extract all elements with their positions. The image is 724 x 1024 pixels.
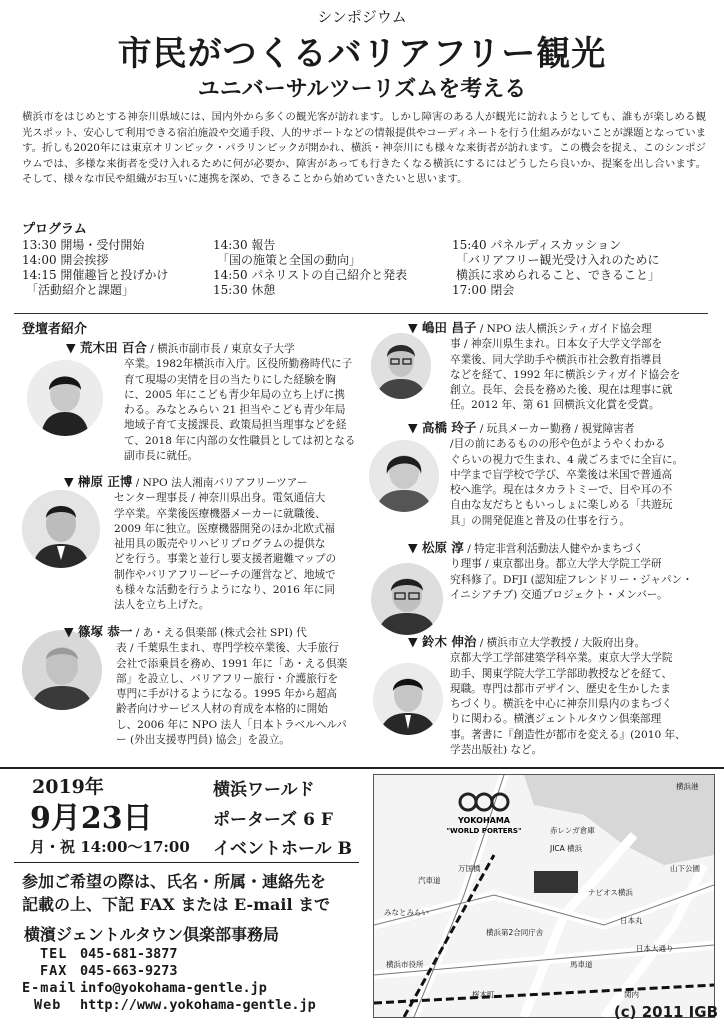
logo-line-1: YOKOHAMA: [458, 816, 510, 825]
program-item: 横浜に求められること、できること」: [456, 268, 661, 282]
contact-email: E-mail info@yokohama-gentle.jp: [22, 980, 267, 996]
map-label: 横浜市役所: [386, 960, 424, 969]
map-label: ナビオス横浜: [588, 888, 633, 897]
event-title: 市民がつくるバリアフリー観光: [117, 34, 607, 74]
program-item: 15:40 パネルディスカッション: [452, 238, 622, 252]
speaker-name: ▼ 松原 淳: [408, 540, 464, 555]
speaker-sakakibara: ▼ 榊原 正博 / NPO 法人湘南バリアフリーツアー センター理事長 / 神奈川県出身。電気通信大 学卒業。卒業後医療機器メーカーに就職後、 2009 年に独立。医療機器開発のほか北欧式福 祉用具の販売やリハビリプログラムの提供な どを行う。事業と並行し要支援者避難マップの 制作やバリアフリービーチの運営など、地域で も様々な活動を行うようになり、2016 年に同 法人を立ち上げた。: [64, 474, 337, 612]
divider: [14, 313, 708, 314]
map-label: 赤レンガ倉庫: [550, 826, 595, 835]
program-column-3: [452, 238, 660, 298]
event-date: 9月23日: [30, 801, 153, 836]
event-year: 2019年: [32, 776, 104, 798]
email-link[interactable]: info@yokohama-gentle.jp: [80, 980, 267, 996]
venue-map: [373, 774, 715, 1018]
speaker-araki: ▼ 荒木田 百合 / 横浜市副市長 / 東京女子大学 卒業。1982年横浜市入庁。区役所勤務時代に子 育て現場の実情を目の当たりにした経験を胸 に、2005 年にこども青少年局の立ち上げに携 わる。みなとみらい 21 担当やこども青少年局 地域子育て支援課長、政策局担当理事などを経 て、2018 年に内部の女性職員としては初となる 副市長に就任。: [66, 340, 356, 463]
logo-line-2: "WORLD PORTERS": [446, 827, 522, 835]
program-heading: プログラム: [22, 222, 87, 237]
speaker-name: ▼ 鈴木 伸治: [408, 634, 477, 649]
venue-marker: [534, 871, 578, 893]
event-subtitle: ユニバーサルツーリズムを考える: [197, 76, 527, 102]
speaker-takahashi: ▼ 高橋 玲子 / 玩具メーカー勤務 / 視覚障害者 /目の前にあるものの形や色がようやくわかる ぐらいの視力で生まれ、4 歳ごろまでに全盲に。 中学まで盲学校で学び、卒業後は米国で普通高 校へ進学。現在はタカラトミーで、目や耳の不 自由な友だちともいっしょに楽しめる「共遊玩 具」の開発促進と普及の仕事を行う。: [408, 420, 684, 527]
contact-fax: FAX 045-663-9273: [40, 963, 178, 979]
program-item: 「国の施策と全国の動向」: [217, 253, 362, 267]
map-label: 関内: [624, 990, 639, 999]
copyright-notice: (c) 2011 IGB: [613, 1003, 718, 1021]
map-label: JICA 横浜: [550, 844, 583, 853]
map-label: 万国橋: [458, 864, 481, 873]
speaker-name: ▼ 荒木田 百合: [66, 340, 147, 355]
web-link[interactable]: http://www.yokohama-gentle.jp: [80, 997, 316, 1013]
map-label: みなとみらい: [384, 908, 429, 917]
speaker-name: ▼ 嶋田 昌子: [408, 320, 477, 335]
speaker-shinozuka: ▼ 篠塚 恭一 / あ・える倶楽部 (株式会社 SPI) 代 表 / 千葉県生まれ、専門学校卒業後、大手旅行 会社で添乗員を務め、1991 年に「あ・える倶楽 部」を設立し、バリアフリー旅行・介護旅行を 専門に手がけるようになる。1995 年から超高 齢者向けサービス人材の育成を本格的に開始 し、2006 年に NPO 法人「日本トラベルヘルパ ー (外出支援専門員) 協会」を設立。: [64, 624, 348, 747]
intro-paragraph: 横浜市をはじめとする神奈川県域には、国内外から多くの観光客が訪れます。しかし障害のある人が観光に訪れようとしても、誰もが楽しめる観光スポット、安心して利用できる宿泊施設や交通手段、人的サポートなどの情報提供やコーディネートを行う仕組みがないことが課題となっています。折しも2020年には東京オリンピック・パラリンピックが開かれ、横浜・神奈川にも様々な来街者が訪れます。この機会を捉え、このシンポジウムでは、多様な来街者を受け入れるために何が必要か、障害があっても行きたくなる横浜にするにはどうしたら良いか、提案を出し合います。そして、様々な市民や組織がお互いに連携を深め、できることから始めていきたいと思います。: [22, 111, 707, 186]
program-item: 「活動紹介と課題」: [26, 283, 135, 297]
speakers-heading: 登壇者紹介: [22, 322, 88, 337]
program-item: 15:30 休憩: [213, 283, 276, 297]
program-item: 14:50 パネリストの自己紹介と発表: [213, 268, 408, 282]
map-label: 馬車道: [570, 960, 593, 969]
application-instructions: 参加ご希望の際は、氏名・所属・連絡先を 記載の上、下記 FAX または E-mail まで: [22, 872, 331, 914]
map-label: 山下公園: [670, 864, 700, 873]
map-label: 日本丸: [620, 916, 643, 925]
venue-line-2: ポーターズ 6 F: [213, 810, 333, 830]
event-time: 月・祝 14:00〜17:00: [30, 838, 190, 856]
speaker-shimada: ▼ 嶋田 昌子 / NPO 法人横浜シティガイド協会理 事 / 神奈川県生まれ。日本女子大学文学部を 卒業後、同大学助手や横浜市社会教育指導員 などを経て、1992 年に横浜シティガイド協会を 創立。長年、会長を務めた後、現在は理事に就 任。2012 年、第 61 回横浜文化賞を受賞。: [408, 320, 681, 412]
map-label: 汽車道: [418, 876, 441, 885]
map-label: 横浜港: [676, 782, 699, 791]
program-item: 14:30 報告: [213, 238, 276, 252]
speaker-matsubara: ▼ 松原 淳 / 特定非営利活動法人健やかまちづく り理事 / 東京都出身。都立大学大学院工学研 究科修了。DFJI (認知症フレンドリー・ジャパン・ イニシアチブ) 交通プロジェクト・メンバー。: [408, 540, 693, 601]
venue-line-1: 横浜ワールド: [213, 780, 315, 800]
program-item: 13:30 開場・受付開始: [22, 238, 145, 252]
speaker-name: ▼ 篠塚 恭一: [64, 624, 133, 639]
event-supertitle: シンポジウム: [317, 8, 407, 26]
speaker-name: ▼ 榊原 正博: [64, 474, 133, 489]
office-name: 横濱ジェントルタウン倶楽部事務局: [24, 925, 280, 944]
contact-web: Web http://www.yokohama-gentle.jp: [34, 997, 316, 1013]
speaker-suzuki: ▼ 鈴木 伸治 / 横浜市立大学教授 / 大阪府出身。 京都大学工学部建築学科卒業。東京大学大学院 助手、関東学院大学工学部助教授などを経て、 現職。専門は都市デザイン、歴史を生かしたま ちづくり。横浜を中心に神奈川県内のまちづく りに関わる。横濱ジェントルタウン倶楽部理 事。著書に『創造性が都市を変える』(2010 年、 学芸出版社) など。: [408, 634, 686, 757]
divider: [14, 862, 359, 863]
program-item: 14:00 開会挨拶: [22, 253, 109, 267]
map-label: 日本大通り: [636, 944, 674, 953]
divider: [0, 767, 724, 769]
program-item: 「バリアフリー観光受け入れのために: [456, 253, 660, 267]
speaker-name: ▼ 高橋 玲子: [408, 420, 477, 435]
map-label: 桜木町: [472, 990, 495, 999]
contact-tel: TEL 045-681-3877: [40, 946, 178, 962]
program-column-1: [22, 238, 168, 298]
program-item: 17:00 閉会: [452, 283, 515, 297]
map-graphic: [374, 775, 714, 1017]
map-label: 横浜第2合同庁舎: [486, 928, 544, 937]
venue-line-3: イベントホール B: [213, 839, 352, 859]
program-column-2: [213, 238, 407, 298]
program-item: 14:15 開催趣旨と投げかけ: [22, 268, 169, 282]
